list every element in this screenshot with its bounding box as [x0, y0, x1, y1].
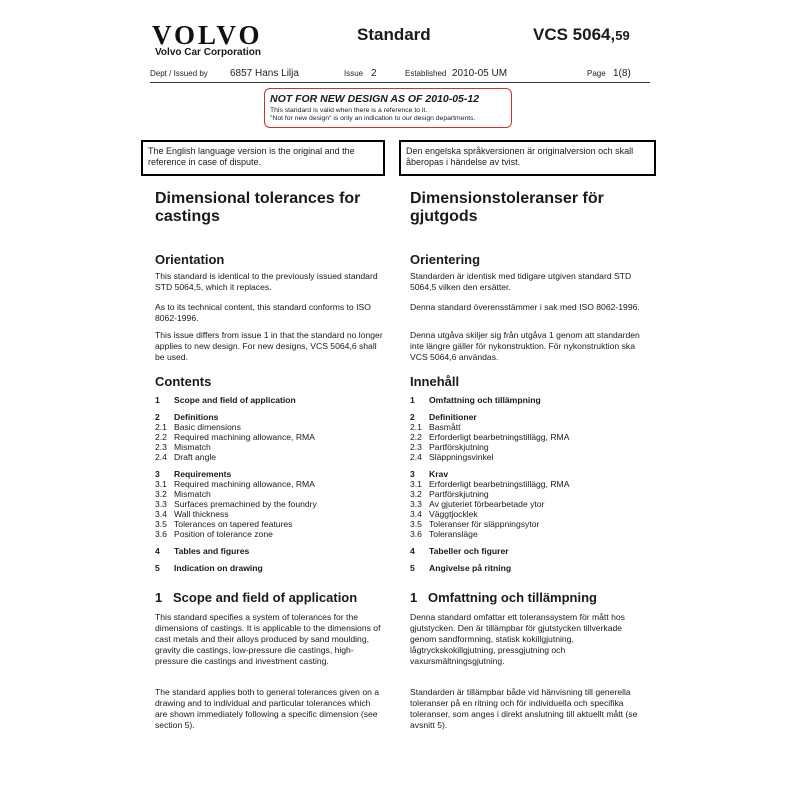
page-label: Page [587, 69, 606, 78]
orientation-paragraph-3-sv: Denna utgåva skiljer sig från utgåva 1 genom att standarden inte längre gäller för nykonstruktion. För nykonstruktion ska VCS 5064,6 användas. [410, 330, 640, 362]
orientation-paragraph-2-sv: Denna standard överensstämmer i sak med ISO 8062-1996. [410, 302, 640, 312]
toc-item-label: Position of tolerance zone [174, 529, 273, 539]
toc-item [155, 452, 385, 462]
toc-item-number: 3.1 [155, 479, 167, 489]
toc-item-label: Krav [429, 469, 449, 479]
toc-item-label: Väggtjocklek [429, 509, 478, 519]
toc-item-number: 2.2 [155, 432, 167, 442]
toc-item-label: Omfattning och tillämpning [429, 395, 541, 405]
toc-item-label: Erforderligt bearbetningstillägg, RMA [429, 432, 570, 442]
volvo-logo: VOLVO [152, 20, 263, 50]
toc-item-label: Tabeller och figurer [429, 546, 509, 556]
toc-item-number: 2.2 [410, 432, 422, 442]
section-1-heading-sv [410, 590, 597, 605]
toc-item [410, 442, 640, 452]
toc-item-number: 3.5 [410, 519, 422, 529]
toc-item-label: Basic dimensions [174, 422, 241, 432]
standard-number-suffix: 59 [615, 28, 630, 43]
toc-item [155, 499, 385, 509]
toc-item-number: 3.4 [410, 509, 422, 519]
toc-item-number: 3.2 [155, 489, 167, 499]
toc-item-number: 2.4 [410, 452, 422, 462]
toc-item [410, 489, 640, 499]
toc-item-number: 3.3 [155, 499, 167, 509]
contents-heading-en: Contents [155, 374, 212, 389]
table-of-contents-en [155, 395, 385, 573]
toc-item-label: Släppningsvinkel [429, 452, 494, 462]
toc-spacer [155, 462, 385, 469]
toc-item-label: Erforderligt bearbetningstillägg, RMA [429, 479, 570, 489]
toc-item-number: 2.1 [155, 422, 167, 432]
toc-spacer [410, 539, 640, 546]
toc-item-number: 4 [410, 546, 415, 556]
page-title-en: Dimensional tolerances for castings [155, 190, 361, 225]
section-1-heading-en [155, 590, 357, 605]
toc-item [410, 395, 640, 405]
toc-item-label: Toleranser för släppningsytor [429, 519, 540, 529]
toc-item-number: 5 [410, 563, 415, 573]
toc-item-label: Av gjuteriet förbearbetade ytor [429, 499, 545, 509]
doc-type: Standard [357, 25, 431, 44]
toc-item [410, 499, 640, 509]
toc-item-number: 3 [410, 469, 415, 479]
established-value: 2010-05 UM [452, 68, 508, 79]
toc-item-label: Tables and figures [174, 546, 250, 556]
toc-item-label: Mismatch [174, 442, 211, 452]
toc-item [410, 519, 640, 529]
dept-value: 6857 Hans Lilja [230, 68, 299, 79]
toc-item-number: 3.1 [410, 479, 422, 489]
toc-item-label: Partförskjutning [429, 442, 489, 452]
notice-title: NOT FOR NEW DESIGN AS OF 2010-05-12 [270, 93, 480, 105]
orientation-paragraph-1-en: This standard is identical to the previously issued standard STD 5064,5, which it replaces. [155, 271, 378, 292]
orientation-heading-en: Orientation [155, 252, 225, 267]
issue-value: 2 [371, 68, 377, 79]
toc-item [410, 412, 640, 422]
section-1-paragraph-2-en: The standard applies both to general tolerances given on a drawing and to individual and particular tolerances which are shown immediately following a specific dimension (see section 5). [155, 687, 380, 730]
toc-spacer [410, 405, 640, 412]
orientation-heading-sv: Orientering [410, 252, 481, 267]
table-of-contents-sv [410, 395, 640, 573]
section-1-paragraph-1-sv: Denna standard omfattar ett toleranssystem för mått hos gjutstycken. Den är tillämpbar för gjutstycken tillverkade genom sandformning, statisk kokillgjutning, lågtryckskokillgjutning, pressgjutning och vaxursmältningsgjutning. [410, 612, 625, 666]
toc-item-number: 2.4 [155, 452, 167, 462]
toc-item-label: Surfaces premachined by the foundry [174, 499, 317, 509]
toc-item [410, 422, 640, 432]
toc-item-number: 5 [155, 563, 160, 573]
orientation-paragraph-2-en: As to its technical content, this standard conforms to ISO 8062-1996. [155, 302, 371, 323]
toc-item [410, 479, 640, 489]
section-1-title-en: Scope and field of application [173, 590, 358, 605]
toc-item [155, 412, 385, 422]
toc-item-number: 3.3 [410, 499, 422, 509]
toc-item-number: 1 [155, 395, 160, 405]
toc-item-number: 2.3 [155, 442, 167, 452]
toc-item [410, 529, 640, 539]
toc-item [155, 479, 385, 489]
toc-item-number: 1 [410, 395, 415, 405]
orientation-paragraph-1-sv: Standarden är identisk med tidigare utgiven standard STD 5064,5 vilken den ersätter. [410, 271, 632, 292]
toc-item-label: Angivelse på ritning [429, 563, 512, 573]
page-value: 1(8) [613, 68, 631, 79]
toc-item-label: Basmått [429, 422, 461, 432]
section-1-title-sv: Omfattning och tillämpning [428, 590, 597, 605]
toc-item [410, 469, 640, 479]
swedish-version-note: Den engelska språkversionen är originalversion och skall åberopas i händelse av tvist. [399, 140, 656, 176]
toc-item-label: Required machining allowance, RMA [174, 432, 315, 442]
toc-item-label: Requirements [174, 469, 232, 479]
toc-item [155, 422, 385, 432]
toc-item-label: Draft angle [174, 452, 217, 462]
issue-label: Issue [344, 69, 364, 78]
toc-item-label: Partförskjutning [429, 489, 489, 499]
toc-item [410, 563, 640, 573]
dept-label: Dept / Issued by [150, 69, 208, 78]
section-1-number-en: 1 [155, 590, 163, 605]
section-1-number-sv: 1 [410, 590, 418, 605]
toc-item-number: 2 [410, 412, 415, 422]
orientation-paragraph-3-en: This issue differs from issue 1 in that the standard no longer applies to new design. For new designs, VCS 5064,6 shall be used. [155, 330, 383, 362]
corporation-name: Volvo Car Corporation [155, 47, 261, 58]
toc-item [155, 563, 385, 573]
toc-item-label: Toleransläge [429, 529, 478, 539]
toc-item [155, 489, 385, 499]
toc-item-number: 3.2 [410, 489, 422, 499]
standard-number [533, 25, 630, 45]
toc-item [410, 432, 640, 442]
contents-heading-sv: Innehåll [410, 374, 460, 389]
established-label: Established [405, 69, 447, 78]
section-1-paragraph-1-en: This standard specifies a system of tolerances for the dimensions of castings. It is applicable to the dimensions of cast metals and their alloys produced by sand moulding, gravity die castings, low-pressure die castings, high-pressure die castings and investment casting. [155, 612, 381, 666]
toc-item [155, 442, 385, 452]
toc-item-number: 4 [155, 546, 160, 556]
toc-spacer [155, 539, 385, 546]
header-divider [150, 82, 650, 83]
english-version-note: The English language version is the original and the reference in case of dispute. [141, 140, 385, 176]
toc-item [410, 509, 640, 519]
toc-item [155, 546, 385, 556]
toc-spacer [155, 405, 385, 412]
toc-item [155, 395, 385, 405]
notice-line-2: "Not for new design" is only an indication to our design departments. [270, 115, 476, 122]
toc-item-number: 2.3 [410, 442, 422, 452]
toc-item [155, 469, 385, 479]
toc-item-label: Mismatch [174, 489, 211, 499]
toc-spacer [410, 462, 640, 469]
toc-item [155, 519, 385, 529]
toc-item-label: Required machining allowance, RMA [174, 479, 315, 489]
toc-spacer [155, 556, 385, 563]
section-1-paragraph-2-sv: Standarden är tillämpbar både vid hänvisning till generella toleranser på en ritning och för individuella och specifika toleranser, som anges i direkt anslutning till aktuellt mått (se avsnitt 5). [410, 687, 638, 730]
toc-item-number: 3.5 [155, 519, 167, 529]
toc-item [155, 509, 385, 519]
toc-item-number: 3.4 [155, 509, 167, 519]
toc-item-number: 3.6 [410, 529, 422, 539]
toc-item [410, 452, 640, 462]
toc-item [155, 529, 385, 539]
toc-item [155, 432, 385, 442]
toc-item-number: 3 [155, 469, 160, 479]
toc-item-label: Indication on drawing [174, 563, 263, 573]
standard-number-main: VCS 5064, [533, 25, 616, 44]
toc-item [410, 546, 640, 556]
toc-item-label: Definitions [174, 412, 219, 422]
toc-item-label: Scope and field of application [174, 395, 296, 405]
toc-item-number: 2 [155, 412, 160, 422]
toc-item-number: 2.1 [410, 422, 422, 432]
toc-item-number: 3.6 [155, 529, 167, 539]
toc-item-label: Tolerances on tapered features [174, 519, 293, 529]
toc-item-label: Definitioner [429, 412, 477, 422]
toc-spacer [410, 556, 640, 563]
toc-item-label: Wall thickness [174, 509, 229, 519]
page-title-sv: Dimensionstoleranser för gjutgods [410, 190, 604, 225]
notice-line-1: This standard is valid when there is a reference to it. [270, 107, 428, 114]
